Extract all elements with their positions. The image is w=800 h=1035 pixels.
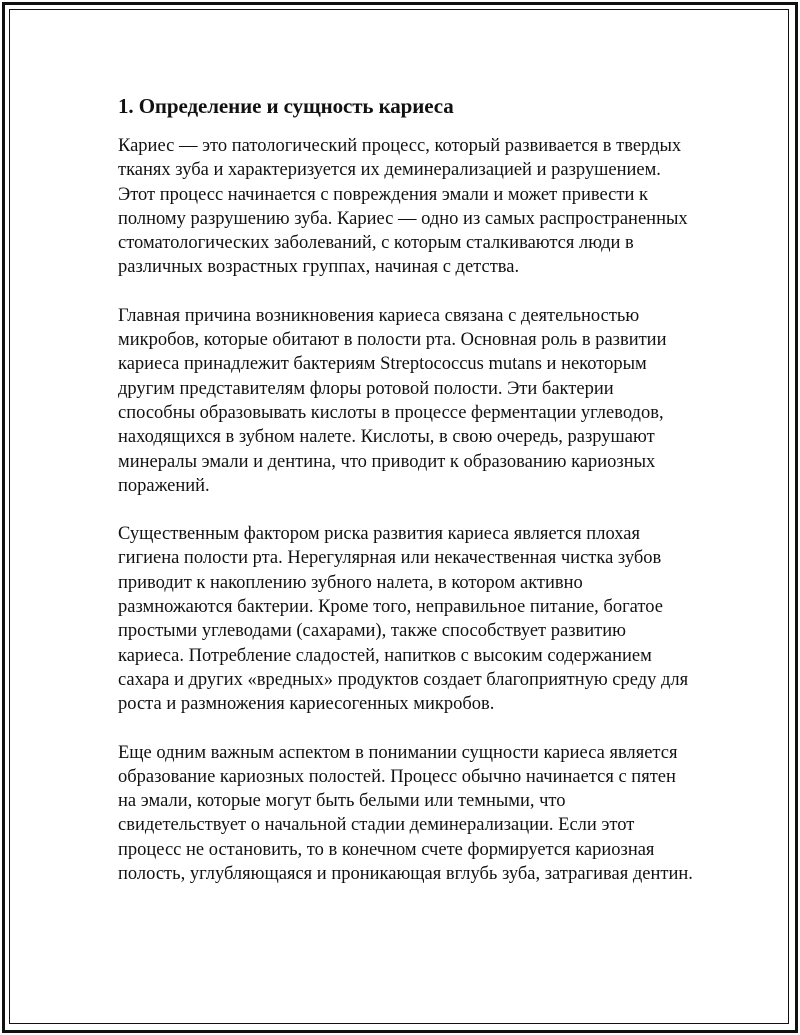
paragraph-definition: Кариес — это патологический процесс, который развивается в твердых тканях зуба и характеризуется их деминерализацией и разрушением. Этот процесс начинается с повреждения эмали и может привести к полному разрушению зуба. Кариес — одно из самых распространенных стоматологических заболеваний, с которым сталкиваются люди в различных возрастных группах, начиная с детства. — [118, 136, 688, 278]
paragraph-cavities: Еще одним важным аспектом в понимании сущности кариеса является образование кариозных полостей. Процесс обычно начинается с пятен на эмали, которые могут быть белыми или темными, что свидетельствует о начальной стадии деминерализации. Если этот процесс не остановить, то в конечном счете формируется кариозная полость, углубляющаяся и проникающая вглубь зуба, затрагивая дентин. — [118, 742, 693, 885]
section-heading: 1. Определение и сущность кариеса — [118, 94, 454, 118]
paragraph-risk-factors: Существенным фактором риска развития кариеса является плохая гигиена полости рта. Нерегулярная или некачественная чистка зубов приводит к накоплению зубного налета, в котором активно размножаются бактерии. Кроме того, неправильное питание, богатое простыми углеводами (сахарами), также способствует развитию кариеса. Потребление сладостей, напитков с высоким содержанием сахара и других «вредных» продуктов создает благоприятную среду для роста и размножения кариесогенных микробов. — [118, 524, 689, 715]
paragraph-cause: Главная причина возникновения кариеса связана с деятельностью микробов, которые обитают в полости рта. Основная роль в развитии кариеса принадлежит бактериям Streptococcus mutans и некоторым другим представителям флоры ротовой полости. Эти бактерии способны образовывать кислоты в процессе ферментации углеводов, находящихся в зубном налете. Кислоты, в свою очередь, разрушают минералы эмали и дентина, что приводит к образованию кариозных поражений. — [118, 305, 667, 496]
document-body — [118, 93, 693, 910]
